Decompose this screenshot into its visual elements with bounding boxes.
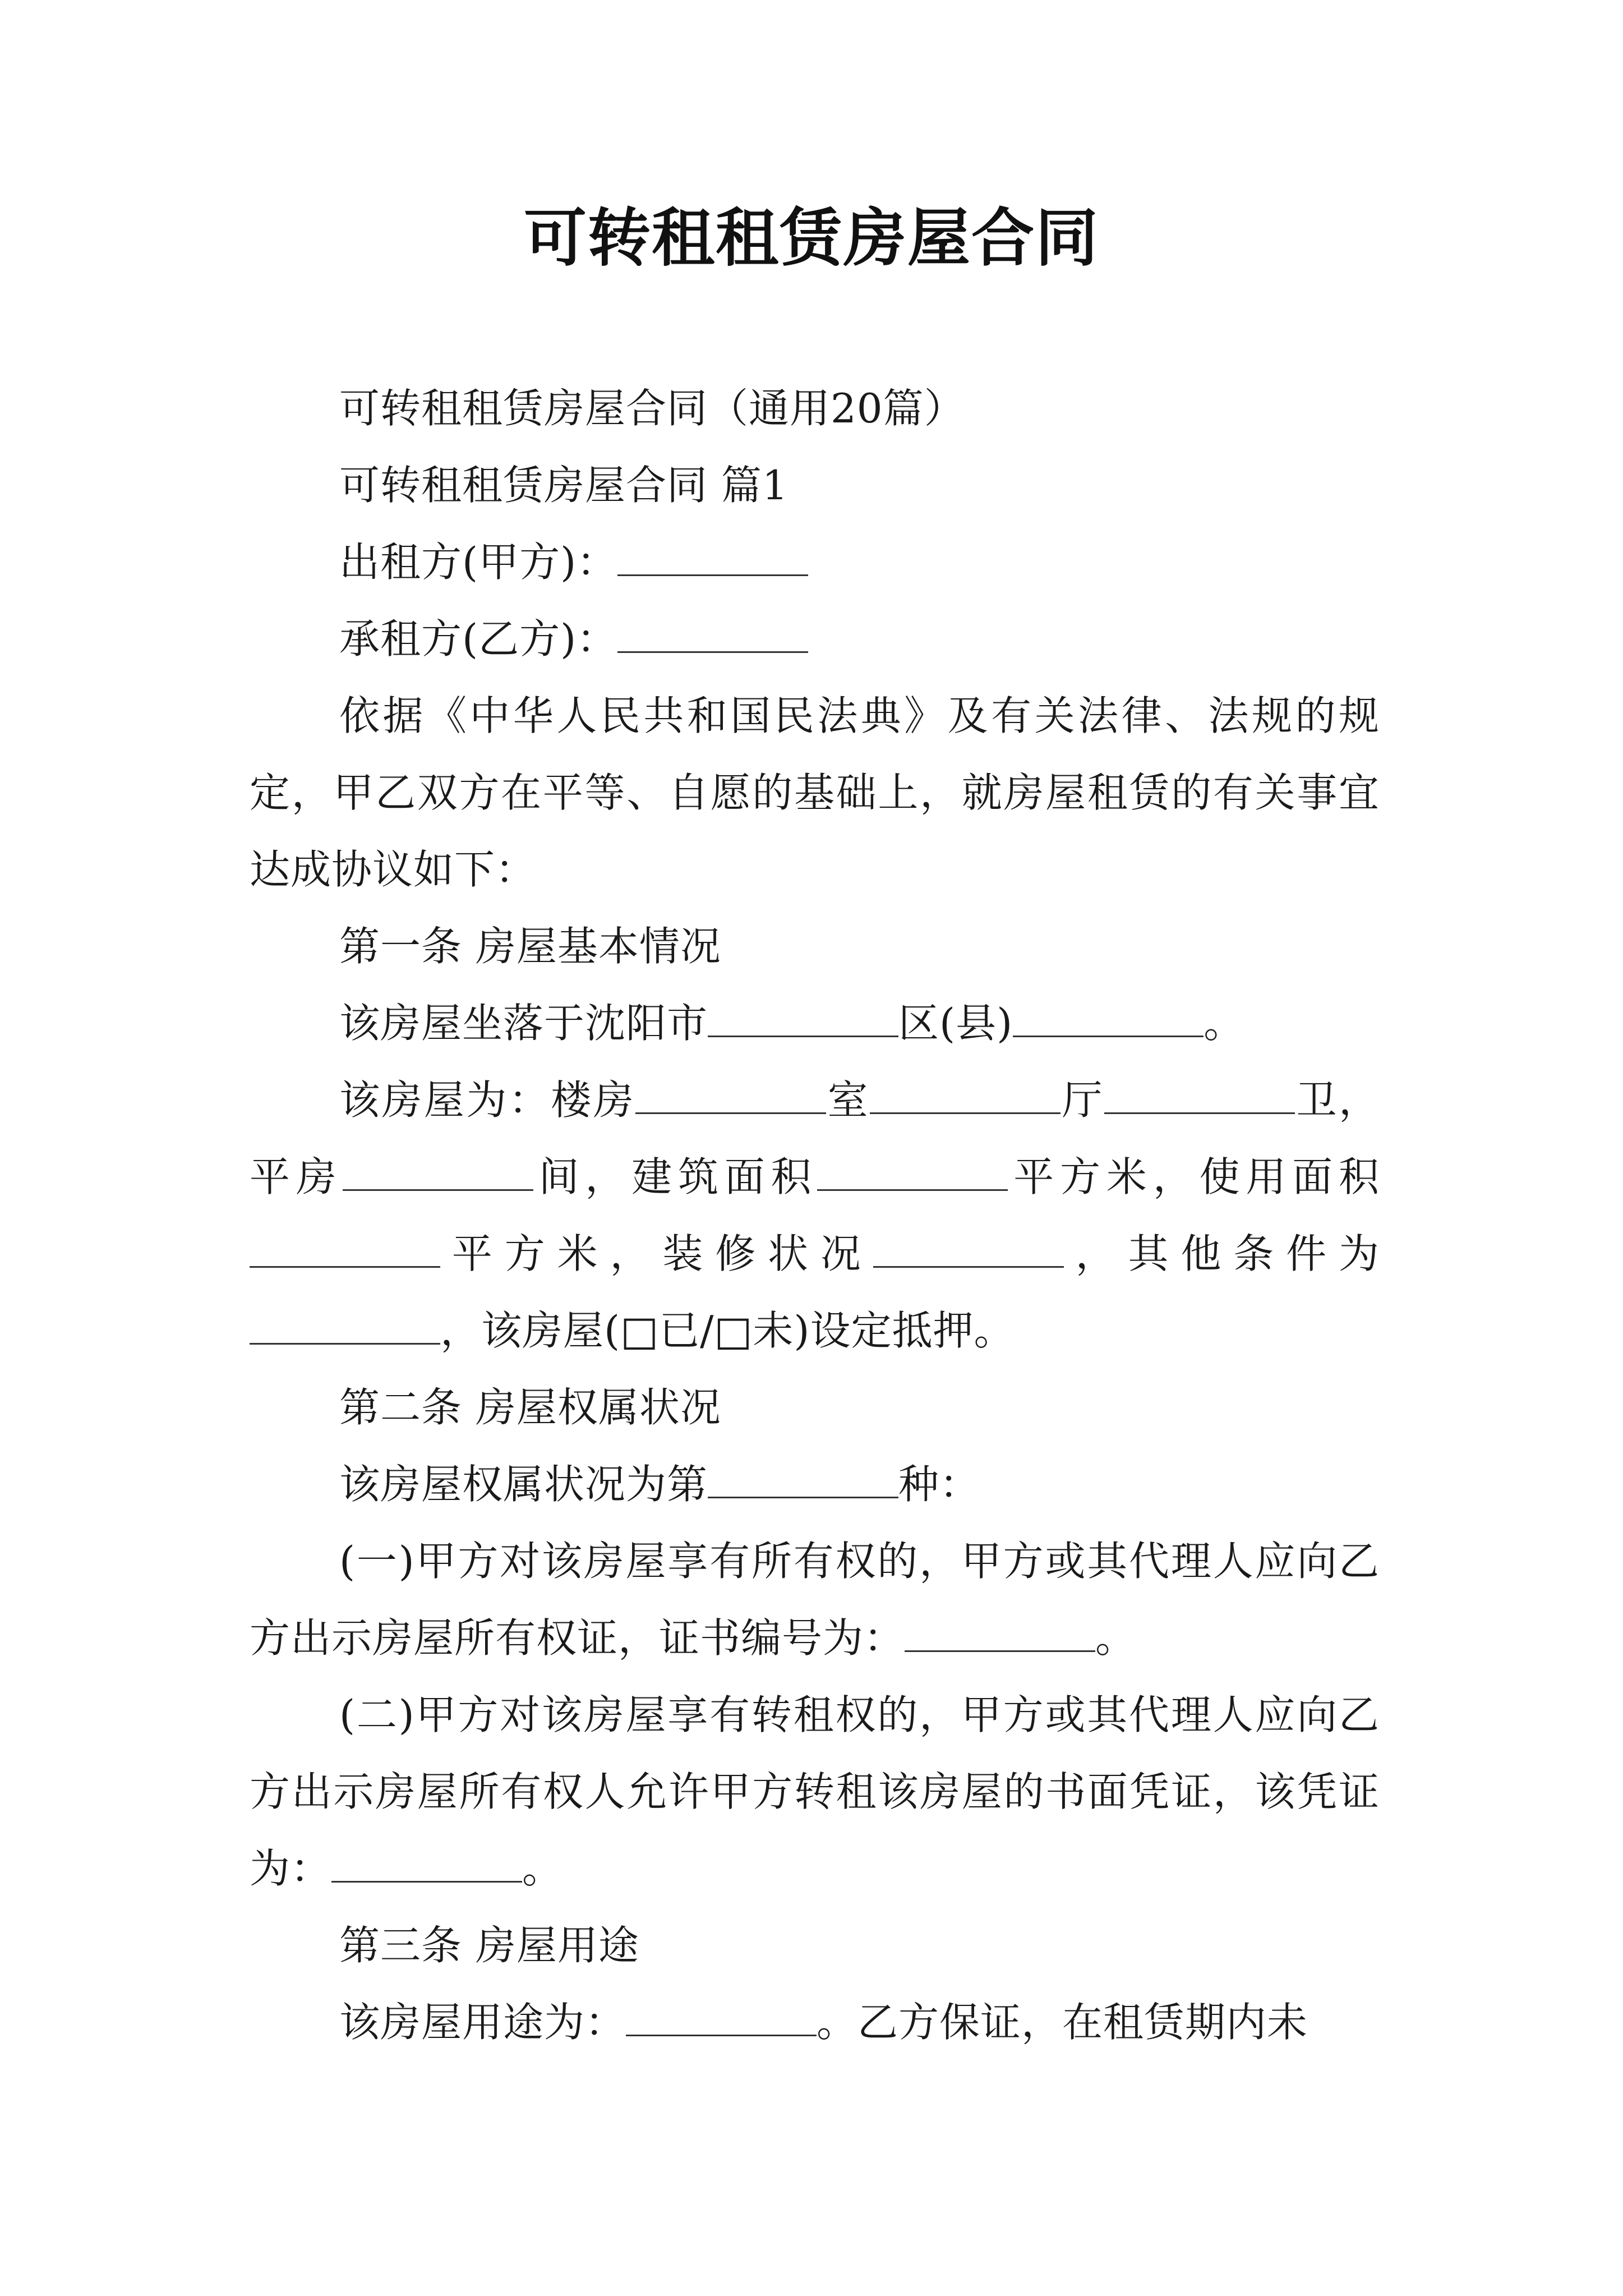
blank-field[interactable] [617, 541, 808, 576]
blank-field[interactable] [343, 1156, 533, 1191]
blank-field[interactable] [817, 1156, 1008, 1191]
paragraph-ownership-option-2 [250, 1677, 1380, 1907]
blank-field[interactable] [708, 1002, 898, 1037]
text-segment: 平方米，装修状况 [440, 1230, 873, 1277]
blank-field[interactable] [708, 1463, 898, 1498]
text-segment: 可转租租赁房屋合同 篇1 [339, 462, 789, 509]
text-segment: 。 [1204, 1000, 1245, 1047]
paragraph-article-3-heading [250, 1907, 1380, 1984]
paragraph-house-usage [250, 1984, 1380, 2061]
text-segment: 承租方(乙方)： [339, 615, 618, 662]
blank-field[interactable] [626, 2001, 817, 2036]
text-segment: 出租方(甲方)： [339, 539, 618, 586]
paragraph-location [250, 985, 1380, 1062]
text-segment: ，该房屋(□已/□未)设定抵押。 [440, 1307, 1015, 1354]
blank-field[interactable] [617, 618, 808, 653]
text-segment: ，其他条件为 [1063, 1230, 1380, 1277]
text-segment: 。 [522, 1845, 564, 1892]
text-segment: 间，建筑面积 [533, 1153, 818, 1200]
paragraph-lessee [250, 601, 1380, 678]
paragraph-ownership-option-1 [250, 1523, 1380, 1677]
blank-field[interactable] [331, 1847, 522, 1883]
text-segment: 室 [826, 1076, 870, 1124]
paragraph-subtitle [250, 370, 1380, 447]
text-segment: 第二条 房屋权属状况 [339, 1384, 721, 1431]
text-segment: 该房屋坐落于沈阳市 [339, 1000, 708, 1047]
blank-field[interactable] [873, 1232, 1064, 1268]
blank-field[interactable] [905, 1617, 1095, 1652]
blank-field[interactable] [635, 1079, 826, 1114]
text-segment: 厅 [1061, 1076, 1105, 1124]
text-segment: 该房屋为：楼房 [339, 1076, 636, 1124]
text-segment: 平方米，使用面积 [1008, 1153, 1380, 1200]
blank-field[interactable] [1104, 1079, 1295, 1114]
text-segment: 可转租租赁房屋合同（通用20篇） [339, 385, 965, 432]
text-segment: 。乙方保证，在租赁期内未 [817, 1999, 1308, 2046]
blank-field[interactable] [250, 1309, 440, 1345]
text-segment: (二)甲方对该房屋享有转租权的，甲方或其代理人应向乙方出示房屋所有权人允许甲方转租该房屋的书面凭证，该凭证为： [250, 1691, 1380, 1892]
text-segment: 。 [1095, 1614, 1137, 1662]
text-segment: 第三条 房屋用途 [339, 1922, 639, 1969]
text-segment: 种： [898, 1461, 981, 1508]
paragraph-article-1-heading [250, 908, 1380, 985]
blank-field[interactable] [1013, 1002, 1204, 1037]
document-title: 可转租租赁房屋合同 [524, 202, 1099, 275]
text-segment: 区(县) [898, 1000, 1013, 1047]
blank-field[interactable] [870, 1079, 1061, 1114]
text-segment: (一)甲方对该房屋享有所有权的，甲方或其代理人应向乙方出示房屋所有权证，证书编号为： [250, 1538, 1380, 1662]
document-body [250, 370, 1380, 2061]
paragraph-part-heading [250, 447, 1380, 524]
paragraph-house-details [250, 1062, 1380, 1369]
paragraph-ownership-type [250, 1446, 1380, 1523]
paragraph-lessor [250, 524, 1380, 601]
blank-field[interactable] [250, 1232, 440, 1268]
paragraph-preamble [250, 678, 1380, 908]
text-segment: 第一条 房屋基本情况 [339, 923, 721, 970]
text-segment: 依据《中华人民共和国民法典》及有关法律、法规的规定，甲乙双方在平等、自愿的基础上，就房屋租赁的有关事宜达成协议如下： [250, 692, 1380, 893]
text-segment: 该房屋权属状况为第 [339, 1461, 708, 1508]
paragraph-article-2-heading [250, 1369, 1380, 1446]
text-segment: 该房屋用途为： [339, 1999, 626, 2046]
text-segment: 卫，平房 [250, 1076, 1380, 1200]
